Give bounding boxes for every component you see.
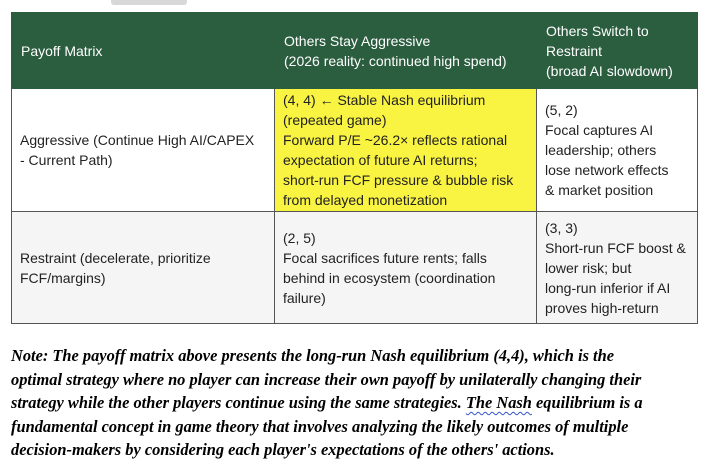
cell-line: (repeated game) xyxy=(283,112,387,128)
cell-nash-equilibrium-highlighted xyxy=(275,89,537,212)
note-line: Note: The payoff matrix above presents the long-run Nash equilibrium (4,4), which is the xyxy=(11,346,614,365)
row-label-aggressive xyxy=(12,89,275,212)
note-line: fundamental concept in game theory that involves analyzing the likely outcomes of multiple xyxy=(11,416,629,436)
cell-line: leadership; others xyxy=(545,142,657,158)
cell-line: - Current Path) xyxy=(20,152,113,168)
header-payoff-matrix xyxy=(12,13,275,89)
header-line: Payoff Matrix xyxy=(21,42,103,59)
cell-line: failure) xyxy=(283,289,326,306)
cell-line: Restraint (decelerate, prioritize xyxy=(20,249,211,266)
note-text: strategy while the other players continue using the same strategies. xyxy=(11,393,466,413)
header-line: Others Switch to xyxy=(546,22,649,39)
table-row-aggressive xyxy=(12,89,698,212)
cell-line: (4, 4) ← Stable Nash equilibrium xyxy=(283,92,486,108)
note-line: optimal strategy where no player can increase their own payoff by unilaterally changing their xyxy=(11,369,642,389)
cell-line: Short-run FCF boost & xyxy=(545,239,686,256)
cell-line: behind in ecosystem (coordination xyxy=(283,269,496,286)
cell-line: (2, 5) xyxy=(283,229,316,246)
table-row-restraint xyxy=(12,212,698,324)
header-others-stay-aggressive xyxy=(275,13,537,89)
cell-line: Forward P/E ~26.2× reflects rational xyxy=(283,132,508,148)
cell-restraint-vs-restraint xyxy=(537,212,698,324)
note-paragraph xyxy=(11,344,701,462)
cell-line: proves high-return xyxy=(545,299,659,316)
note-line: decision-makers by considering each player's expectations of the others' actions. xyxy=(11,440,555,460)
cell-line: Focal sacrifices future rents; falls xyxy=(283,249,487,266)
note-line xyxy=(11,391,701,415)
header-line: (broad AI slowdown) xyxy=(546,62,673,79)
header-line: Others Stay Aggressive xyxy=(284,32,431,49)
cell-line: (3, 3) xyxy=(545,219,578,236)
cell-line: lower risk; but xyxy=(545,259,632,276)
spellcheck-flagged-text[interactable]: The Nash xyxy=(465,393,532,413)
cell-line: expectation of future AI returns; xyxy=(283,152,478,168)
table-header-row xyxy=(12,13,698,89)
cell-line: from delayed monetization xyxy=(283,192,448,208)
top-tab-strip xyxy=(111,0,187,5)
cell-line: FCF/margins) xyxy=(20,269,106,286)
note-text: equilibrium is a xyxy=(531,393,643,413)
header-line: (2026 reality: continued high spend) xyxy=(284,52,507,69)
cell-restraint-vs-aggressive xyxy=(275,212,537,324)
cell-line: lose network effects xyxy=(545,162,669,178)
cell-line: Aggressive (Continue High AI/CAPEX xyxy=(20,132,255,148)
cell-line: Focal captures AI xyxy=(545,122,654,138)
cell-line: & market position xyxy=(545,182,654,198)
cell-line: short-run FCF pressure & bubble risk xyxy=(283,172,514,188)
header-line: Restraint xyxy=(546,42,603,59)
header-others-switch-to-restraint xyxy=(537,13,698,89)
cell-line: long-run inferior if AI xyxy=(545,279,671,296)
cell-aggressive-vs-restraint xyxy=(537,89,698,212)
row-label-restraint xyxy=(12,212,275,324)
cell-line: (5, 2) xyxy=(545,102,578,118)
payoff-matrix-table xyxy=(11,12,698,324)
